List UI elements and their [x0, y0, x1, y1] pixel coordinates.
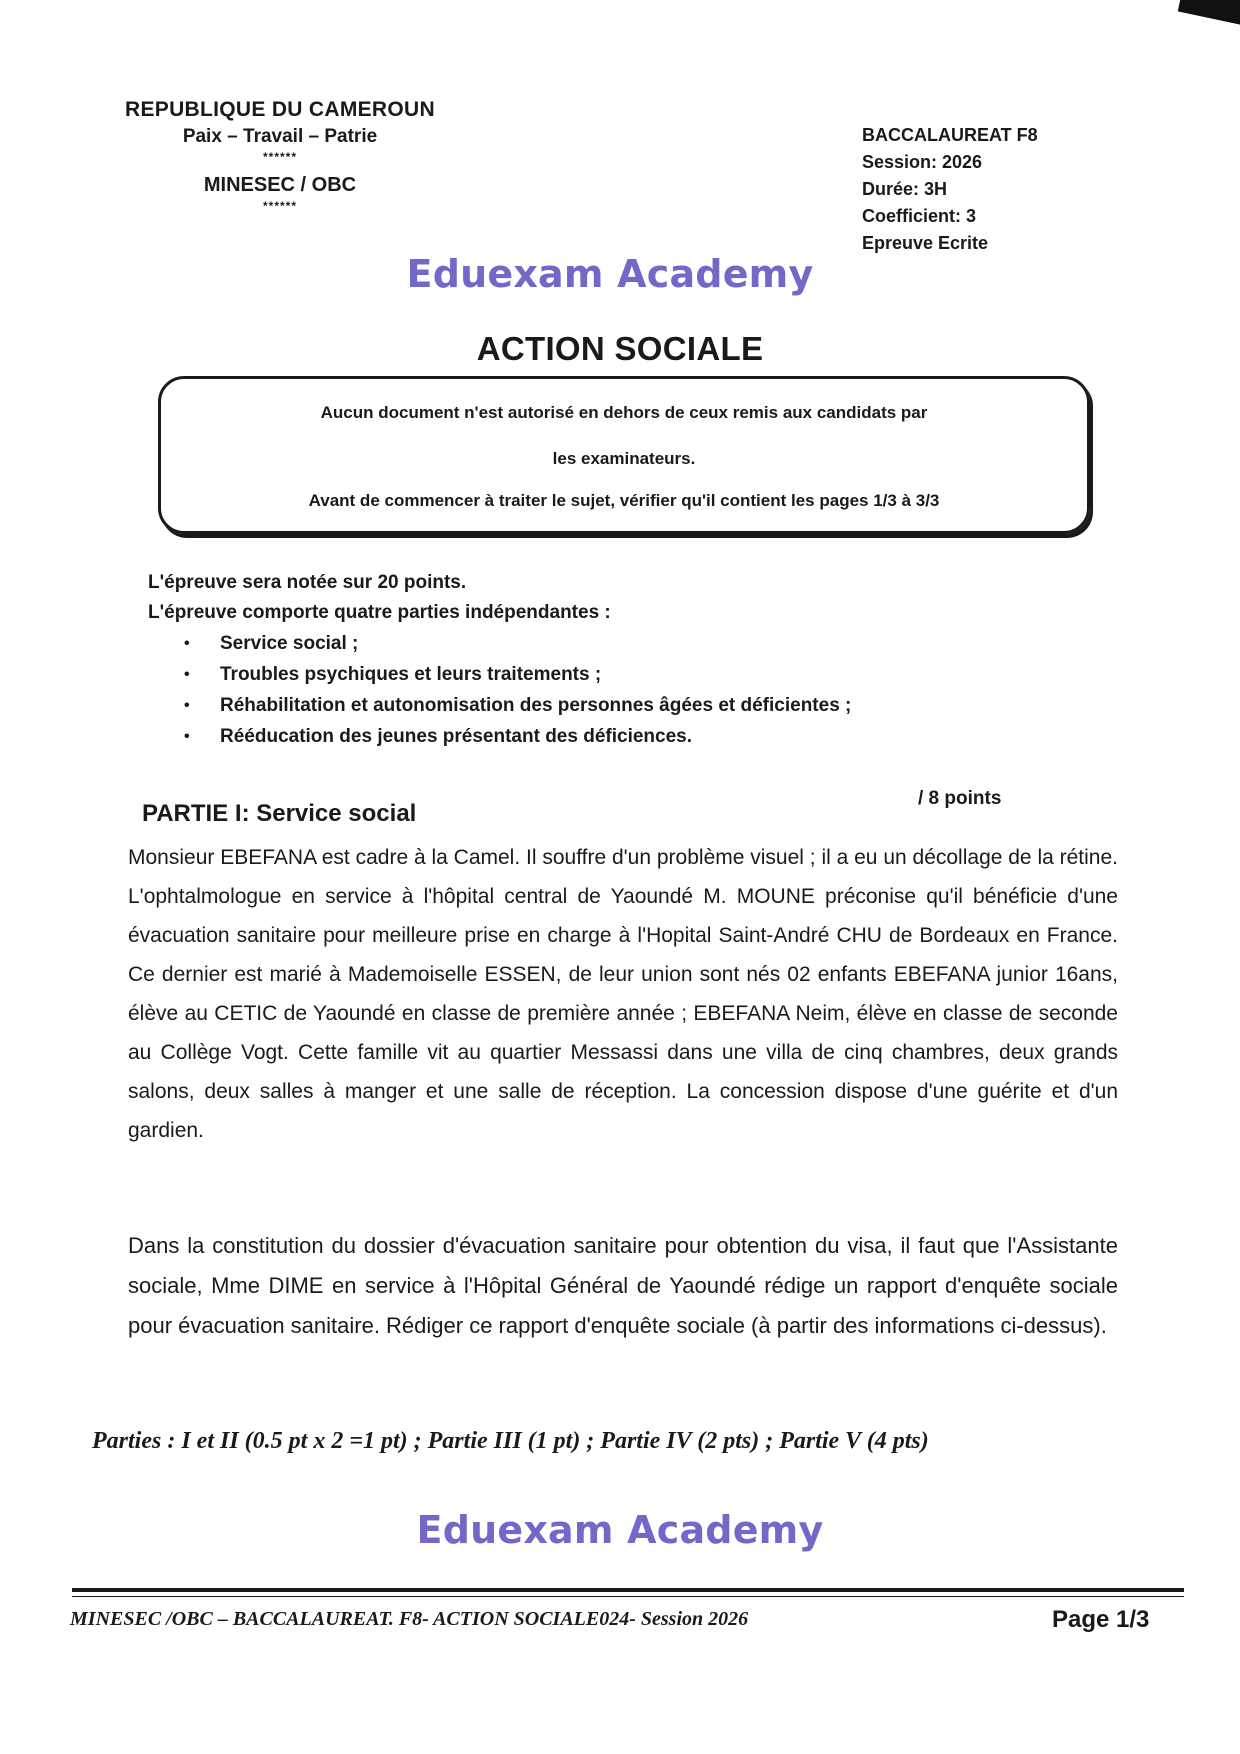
- exam-type: Epreuve Ecrite: [862, 233, 989, 253]
- watermark-top: Eduexam Academy: [406, 252, 814, 296]
- exam-name: BACCALAUREAT F8: [862, 125, 1038, 145]
- national-motto: Paix – Travail – Patrie: [182, 126, 378, 147]
- list-item: [184, 628, 851, 659]
- country-name: REPUBLIQUE DU CAMEROUN: [125, 98, 435, 121]
- bullet-icon: •: [184, 728, 190, 745]
- list-item: [184, 659, 851, 690]
- exam-coefficient: Coefficient: 3: [862, 206, 977, 226]
- list-item-text: Réhabilitation et autonomisation des personnes âgées et déficientes ;: [220, 695, 852, 716]
- notice-line: les examinateurs.: [552, 449, 696, 468]
- exam-intro: [148, 568, 611, 628]
- header-left: [110, 98, 450, 213]
- footer-reference: MINESEC /OBC – BACCALAUREAT. F8- ACTION SOCIALE024- Session 2026: [70, 1608, 749, 1630]
- exam-info: [862, 122, 1038, 257]
- notice-line: Aucun document n'est autorisé en dehors de ceux remis aux candidats par: [320, 403, 928, 422]
- bullet-icon: •: [184, 635, 190, 652]
- notice-box: [158, 376, 1090, 534]
- page-number: Page 1/3: [1052, 1606, 1150, 1633]
- intro-line: L'épreuve comporte quatre parties indépendantes :: [148, 602, 611, 623]
- list-item: [184, 721, 851, 752]
- intro-line: L'épreuve sera notée sur 20 points.: [148, 572, 467, 593]
- bullet-icon: •: [184, 666, 190, 683]
- parts-list: [184, 628, 852, 752]
- bullet-icon: •: [184, 697, 190, 714]
- scan-corner-mark: [1178, 0, 1240, 28]
- watermark-bottom: Eduexam Academy: [416, 1508, 824, 1552]
- notice-line: Avant de commencer à traiter le sujet, vérifier qu'il contient les pages 1/3 à 3/3: [308, 491, 940, 510]
- ministry-name: MINESEC / OBC: [203, 174, 357, 196]
- stars-separator: ******: [262, 199, 298, 213]
- exam-session: Session: 2026: [862, 152, 983, 172]
- stars-separator: ******: [262, 150, 298, 164]
- task-paragraph: Dans la constitution du dossier d'évacuation sanitaire pour obtention du visa, il faut que l'Assistante sociale, Mme DIME en service à l'Hôpital Général de Yaoundé rédige un rapport d'enquête sociale pour évacuation sanitaire. Rédiger ce rapport d'enquête sociale (à partir des informations ci-dessus).: [128, 1233, 1118, 1338]
- footer-divider: [72, 1596, 1184, 1597]
- part-points: / 8 points: [918, 788, 1002, 809]
- list-item-text: Rééducation des jeunes présentant des déficiences.: [220, 726, 692, 747]
- footer-divider: [72, 1588, 1184, 1592]
- list-item-text: Troubles psychiques et leurs traitements ;: [220, 664, 602, 685]
- subject-title: ACTION SOCIALE: [476, 330, 764, 367]
- exam-duration: Durée: 3H: [862, 179, 948, 199]
- scoring-line: Parties : I et II (0.5 pt x 2 =1 pt) ; Partie III (1 pt) ; Partie IV (2 pts) ; Partie V (4 pts): [92, 1428, 929, 1454]
- list-item-text: Service social ;: [220, 633, 359, 654]
- list-item: [184, 690, 852, 721]
- part-heading: PARTIE I: Service social: [142, 800, 417, 827]
- case-paragraph: Monsieur EBEFANA est cadre à la Camel. Il souffre d'un problème visuel ; il a eu un décollage de la rétine. L'ophtalmologue en service à l'hôpital central de Yaoundé M. MOUNE préconise qu'il bénéficie d'une évacuation sanitaire pour meilleure prise en charge à l'Hopital Saint-André CHU de Bordeaux en France. Ce dernier est marié à Mademoiselle ESSEN, de leur union sont nés 02 enfants EBEFANA junior 16ans, élève au CETIC de Yaoundé en classe de première année ; EBEFANA Neim, élève en classe de seconde au Collège Vogt. Cette famille vit au quartier Messassi dans une villa de cinq chambres, deux grands salons, deux salles à manger et une salle de réception. La concession dispose d'une guérite et d'un gardien.: [128, 846, 1118, 1142]
